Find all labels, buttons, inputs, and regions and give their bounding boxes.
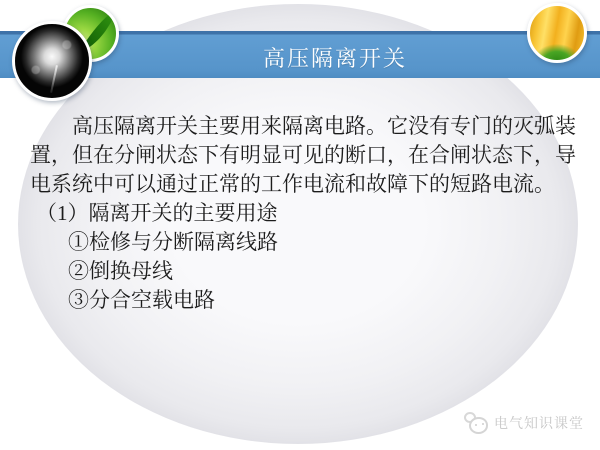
watermark [464, 411, 584, 434]
list-item: ②倒换母线 [68, 259, 173, 283]
paragraph-line: 电系统中可以通过正常的工作电流和故障下的短路电流。 [30, 172, 555, 196]
paragraph-line: 置，但在分闸状态下有明显可见的断口，在合闸状态下，导 [30, 143, 576, 167]
dandelion-photo [12, 21, 92, 101]
list-item: ③分合空载电路 [68, 288, 215, 312]
body-text [30, 112, 580, 315]
slide-title: 高压隔离开关 [262, 46, 407, 71]
paragraph-line: 高压隔离开关主要用来隔离电路。它没有专门的灭弧装 [72, 114, 576, 138]
tulip-photo [527, 3, 587, 63]
watermark-label: 电气知识课堂 [494, 414, 584, 431]
mascot-face-icon [464, 411, 489, 434]
list-item: ①检修与分断隔离线路 [68, 230, 278, 254]
list-heading: （1）隔离开关的主要用途 [36, 201, 278, 225]
